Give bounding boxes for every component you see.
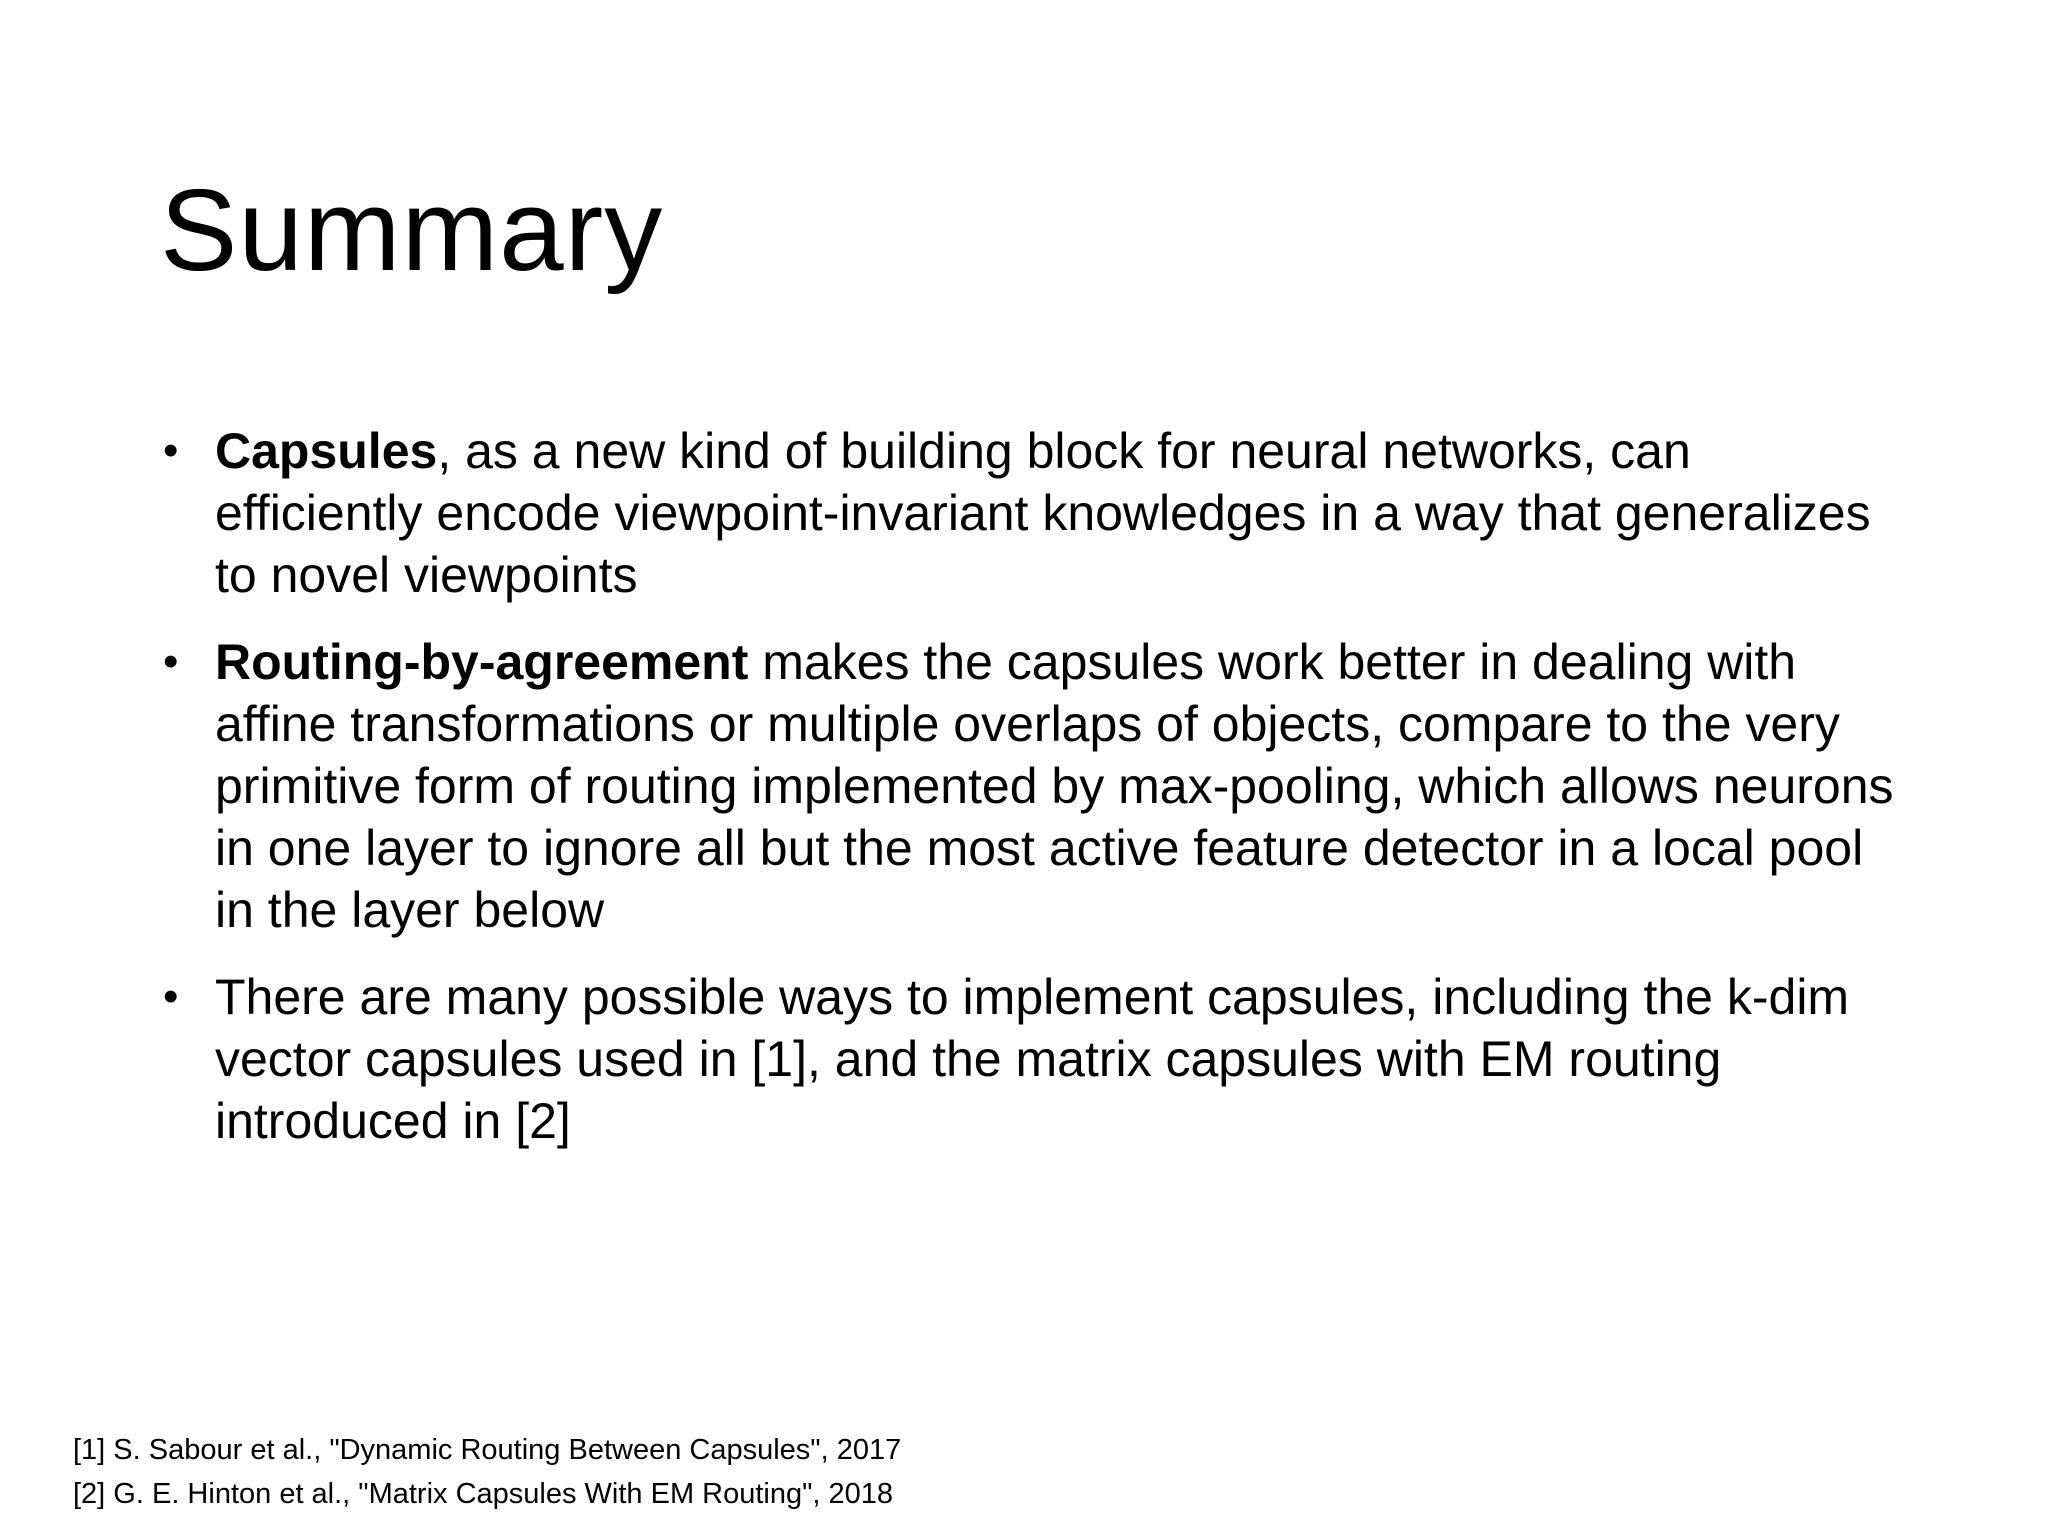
bullet-bold-term: Routing-by-agreement <box>215 634 749 690</box>
bullet-icon: • <box>163 637 179 686</box>
bullet-bold-term: Capsules <box>215 423 438 479</box>
bullet-item-implementations <box>160 966 1900 1152</box>
bullet-item-routing <box>160 631 1900 941</box>
bullet-item-capsules <box>160 420 1900 606</box>
bullet-text <box>215 631 1900 941</box>
bullet-text <box>215 420 1900 606</box>
reference-1: [1] S. Sabour et al., "Dynamic Routing Between Capsules", 2017 <box>73 1434 902 1466</box>
slide-title: Summary <box>160 165 664 295</box>
bullet-list <box>160 420 1900 1152</box>
bullet-body: There are many possible ways to implement capsules, including the k-dim vector capsules used in [1], and the matrix capsules with EM routing introduced in [2] <box>215 969 1850 1149</box>
references <box>73 1428 901 1516</box>
bullet-icon: • <box>163 426 179 475</box>
bullet-text <box>215 966 1900 1152</box>
bullet-body: , as a new kind of building block for neural networks, can efficiently encode viewpoint-invariant knowledges in a way that generalizes to novel viewpoints <box>215 423 1871 603</box>
bullet-icon: • <box>163 972 179 1021</box>
reference-2: [2] G. E. Hinton et al., "Matrix Capsules With EM Routing", 2018 <box>73 1478 894 1510</box>
bullet-body: makes the capsules work better in dealing with affine transformations or multiple overlaps of objects, compare to the very primitive form of routing implemented by max-pooling, which allows neurons in one layer to ignore all but the most active feature detector in a local pool in the layer below <box>215 634 1894 938</box>
